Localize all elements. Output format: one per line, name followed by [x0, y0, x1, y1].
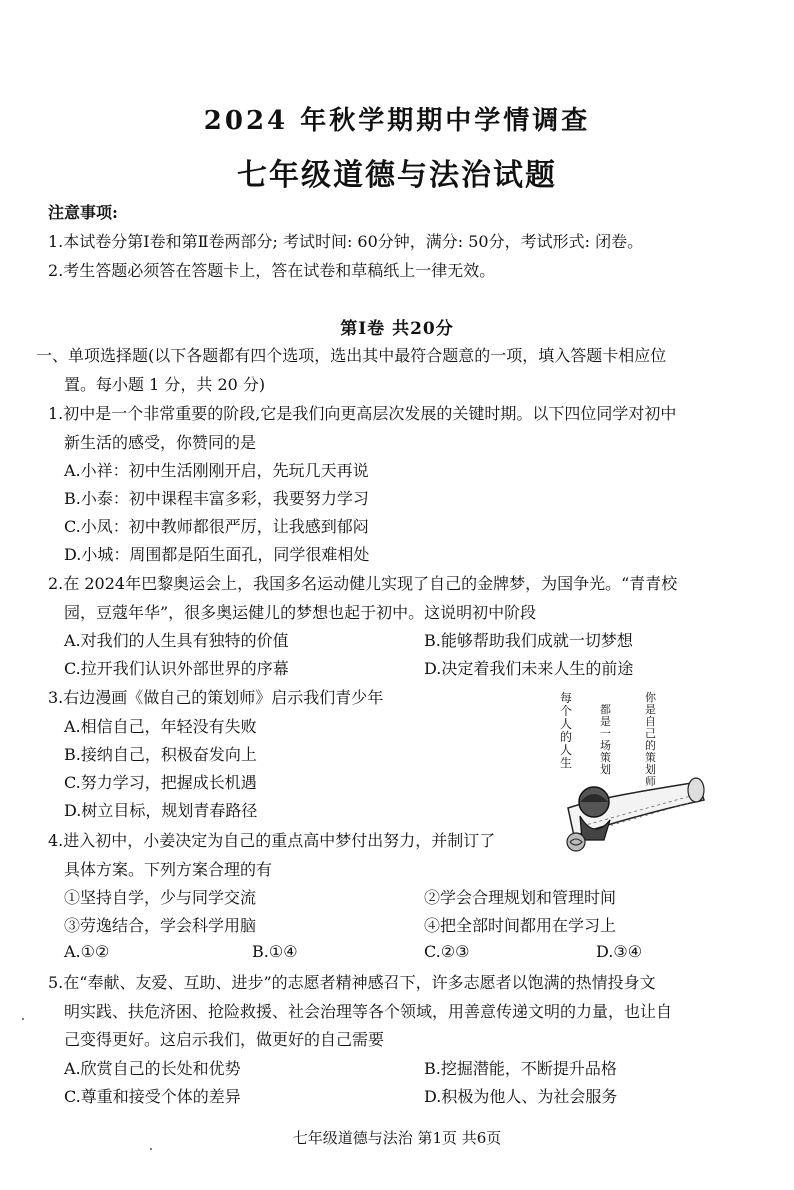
q5-option-c: C.尊重和接受个体的差异 [64, 1087, 241, 1106]
q2-option-a: A.对我们的人生具有独特的价值 [64, 631, 289, 650]
q5-option-d: D.积极为他人、为社会服务 [424, 1087, 618, 1106]
q3-option-c: C.努力学习，把握成长机遇 [64, 773, 257, 792]
q5-stem-line1: 5.在“奉献、友爱、互助、进步”的志愿者精神感召下，许多志愿者以饱满的热情投身文 [48, 973, 656, 992]
q4-statement-4: ④把全部时间都用在学习上 [424, 916, 617, 935]
q3-option-b: B.接纳自己，积极奋发向上 [64, 745, 257, 764]
q1-stem-line2: 新生活的感受，你赞同的是 [64, 433, 257, 452]
section-title: 第Ⅰ卷 共20分 [340, 319, 454, 339]
exam-title: 2024 年秋学期期中学情调查 [203, 106, 591, 136]
scan-speck [22, 1018, 24, 1020]
q3-option-a: A.相信自己，年轻没有失败 [64, 717, 257, 736]
q3-option-d: D.树立目标，规划青春路径 [64, 801, 258, 820]
q4-option-d: D.③④ [596, 942, 643, 961]
q5-option-a: A.欣赏自己的长处和优势 [64, 1059, 241, 1078]
section-instruction-line2: 置。每小题 1 分，共 20 分) [64, 375, 266, 394]
q1-option-d: D.小城：周围都是陌生面孔，同学很难相处 [64, 545, 370, 564]
q4-stem-line1: 4.进入初中，小姜决定为自己的重点高中梦付出努力，并制订了 [48, 831, 496, 850]
q1-option-c: C.小凤：初中教师都很严厉，让我感到郁闷 [64, 517, 369, 536]
q2-option-c: C.拉开我们认识外部世界的序幕 [64, 659, 289, 678]
page-footer: 七年级道德与法治 第1页 共6页 [292, 1129, 502, 1147]
notice-heading: 注意事项: [48, 203, 118, 222]
cartoon-caption-right: 你是自己的策划师 [645, 691, 656, 788]
q5-stem-line2: 明实践、扶危济困、抢险救援、社会治理等各个领域，用善意传递文明的力量，也让自 [64, 1002, 673, 1021]
q4-statement-1: ①坚持自学，少与同学交流 [64, 888, 257, 907]
section-instruction-line1: 一、单项选择题(以下各题都有四个选项，选出其中最符合题意的一项，填入答题卡相应位 [36, 346, 667, 365]
q5-stem-line3: 己变得更好。这启示我们，做更好的自己需要 [64, 1030, 385, 1049]
q1-option-a: A.小祥：初中生活刚刚开启，先玩几天再说 [64, 461, 369, 480]
q4-option-a: A.①② [64, 942, 110, 961]
cartoon-caption-left: 每个人的人生 [560, 691, 573, 770]
q4-statement-3: ③劳逸结合，学会科学用脑 [64, 916, 257, 935]
exam-subtitle: 七年级道德与法治试题 [237, 158, 557, 193]
q1-option-b: B.小泰：初中课程丰富多彩，我要努力学习 [64, 489, 369, 508]
q1-stem-line1: 1.初中是一个非常重要的阶段,它是我们向更高层次发展的关键时期。以下四位同学对初中 [48, 404, 677, 423]
q2-option-d: D.决定着我们未来人生的前途 [424, 659, 634, 678]
scan-speck [150, 1148, 152, 1150]
notice-item-1: 1.本试卷分第Ⅰ卷和第Ⅱ卷两部分; 考试时间: 60分钟，满分: 50分，考试形式: 闭卷。 [48, 232, 644, 251]
q2-option-b: B.能够帮助我们成就一切梦想 [424, 631, 633, 650]
q5-option-b: B.挖掘潜能，不断提升品格 [424, 1059, 617, 1078]
notice-item-2: 2.考生答题必须答在答题卡上，答在试卷和草稿纸上一律无效。 [48, 261, 496, 280]
q4-option-b: B.①④ [252, 942, 298, 961]
q2-stem-line2: 园，豆蔻年华”，很多奥运健儿的梦想也起于初中。这说明初中阶段 [64, 603, 537, 622]
q2-stem-line1: 2.在 2024年巴黎奥运会上，我国多名运动健儿实现了自己的金牌梦，为国争光。“青青校 [48, 574, 678, 593]
q4-statement-2: ②学会合理规划和管理时间 [424, 888, 617, 907]
q4-stem-line2: 具体方案。下列方案合理的有 [64, 860, 273, 879]
cartoon-caption-mid: 都是一场策划 [600, 703, 611, 776]
q3-stem-line1: 3.右边漫画《做自己的策划师》启示我们青少年 [48, 688, 384, 707]
q4-option-c: C.②③ [424, 942, 470, 961]
